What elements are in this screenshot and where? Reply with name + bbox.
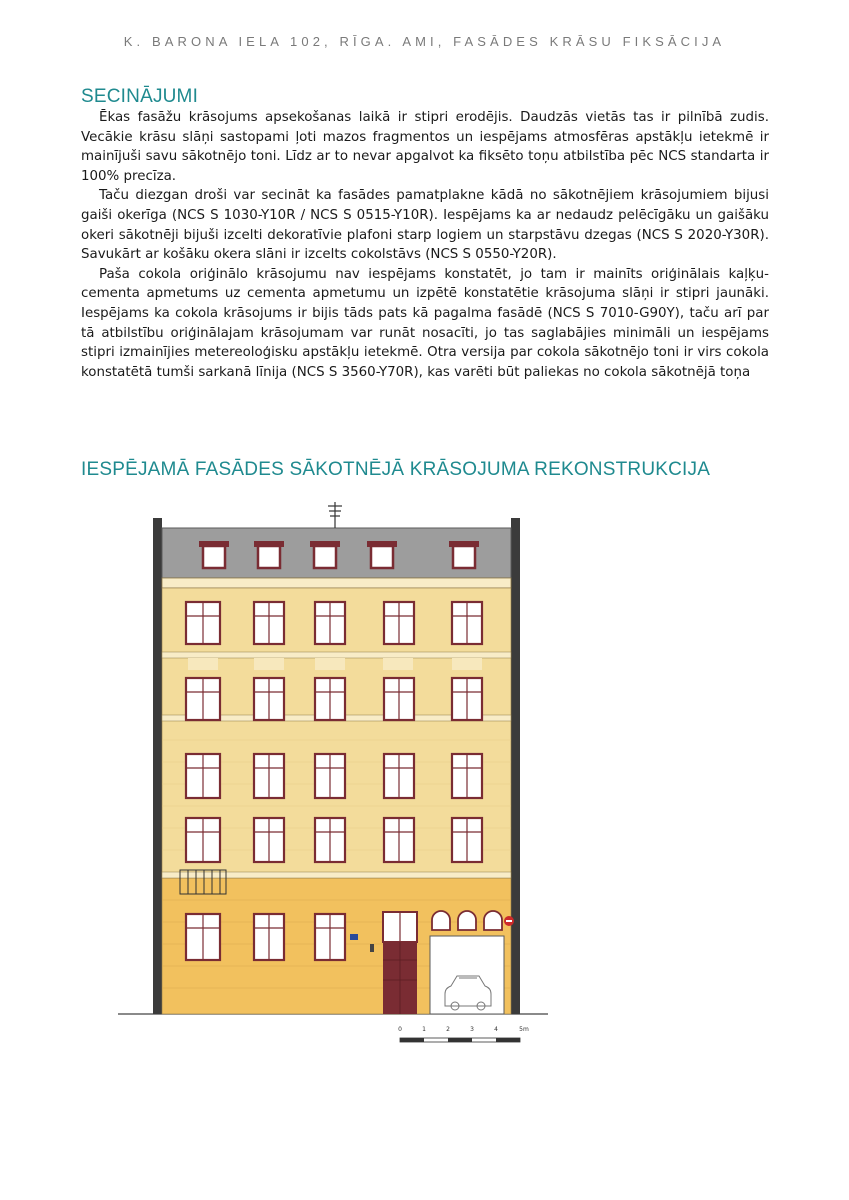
paragraph: Paša cokola oriģinālo krāsojumu nav iespējams konstatēt, jo tam ir mainīts oriģinālais kaļķu-cementa apmetums uz cementa apmetumu un izpētē konstatētie krāsojuma slāņi ir stipri jaunāki. Iespējams ka cokola krāsojums ir bijis tāds pats kā pagalma fasādē (NCS S 7010-G90Y), taču arī par tā atbilstību oriģinālajam krāsojumam var runāt nosacīti, jo tas saglabājies minimāli un iespējams stipri izmainījies metereoloģisku apstākļu ietekmē. Otra versija par cokola sākotnējo toni ir virs cokola konstatētā tumši sarkanā līnija (NCS S 3560-Y70R), kas varēti būt paliekas no cokola sākotnējā toņa	[81, 266, 769, 380]
scale-tick-label: 4	[494, 1026, 498, 1033]
section-heading-conclusions: SECINĀJUMI	[81, 86, 199, 107]
scale-tick-label: 2	[446, 1026, 450, 1033]
running-header: K. BARONA IELA 102, RĪGA. AMI, FASĀDES KRĀSU FIKSĀCIJA	[123, 34, 726, 49]
scale-tick-label: 0	[398, 1026, 402, 1033]
conclusions-body	[81, 108, 769, 382]
scale-tick-label: 3	[470, 1026, 474, 1033]
paragraph: Ēkas fasāžu krāsojums apsekošanas laikā ir stipri erodējis. Daudzās vietās tas ir pilnībā zudis. Vecākie krāsu slāņi sastopami ļoti mazos fragmentos un iespējams atmosfēras apstākļu ietekmē ir mainījuši savu sākotnējo toni. Līdz ar to nevar apgalvot ka fiksēto toņu atbilstība pēc NCS standarta ir 100% precīza.	[81, 110, 769, 184]
scale-bar	[392, 1024, 542, 1052]
section-heading-reconstruction: IESPĒJAMĀ FASĀDES SĀKOTNĒJĀ KRĀSOJUMA REKONSTRUKCIJA	[81, 459, 711, 480]
facade-elevation-drawing	[118, 500, 548, 1024]
paragraph: Taču diezgan droši var secināt ka fasādes pamatplakne kādā no sākotnējiem krāsojumiem bijusi gaiši okerīga (NCS S 1030-Y10R / NCS S 0515-Y10R). Iespējams ka ar nedaudz pelēcīgāku un gaišāku okeri sākotnēji bijuši izcelti dekoratīvie plafoni starp logiem un starpstāvu dzegas (NCS S 2020-Y30R). Savukārt ar košāku okera slāni ir izcelts cokolstāvs (NCS S 0550-Y20R).	[81, 188, 769, 263]
scale-tick-label: 5m	[519, 1026, 529, 1033]
scale-tick-label: 1	[422, 1026, 426, 1033]
